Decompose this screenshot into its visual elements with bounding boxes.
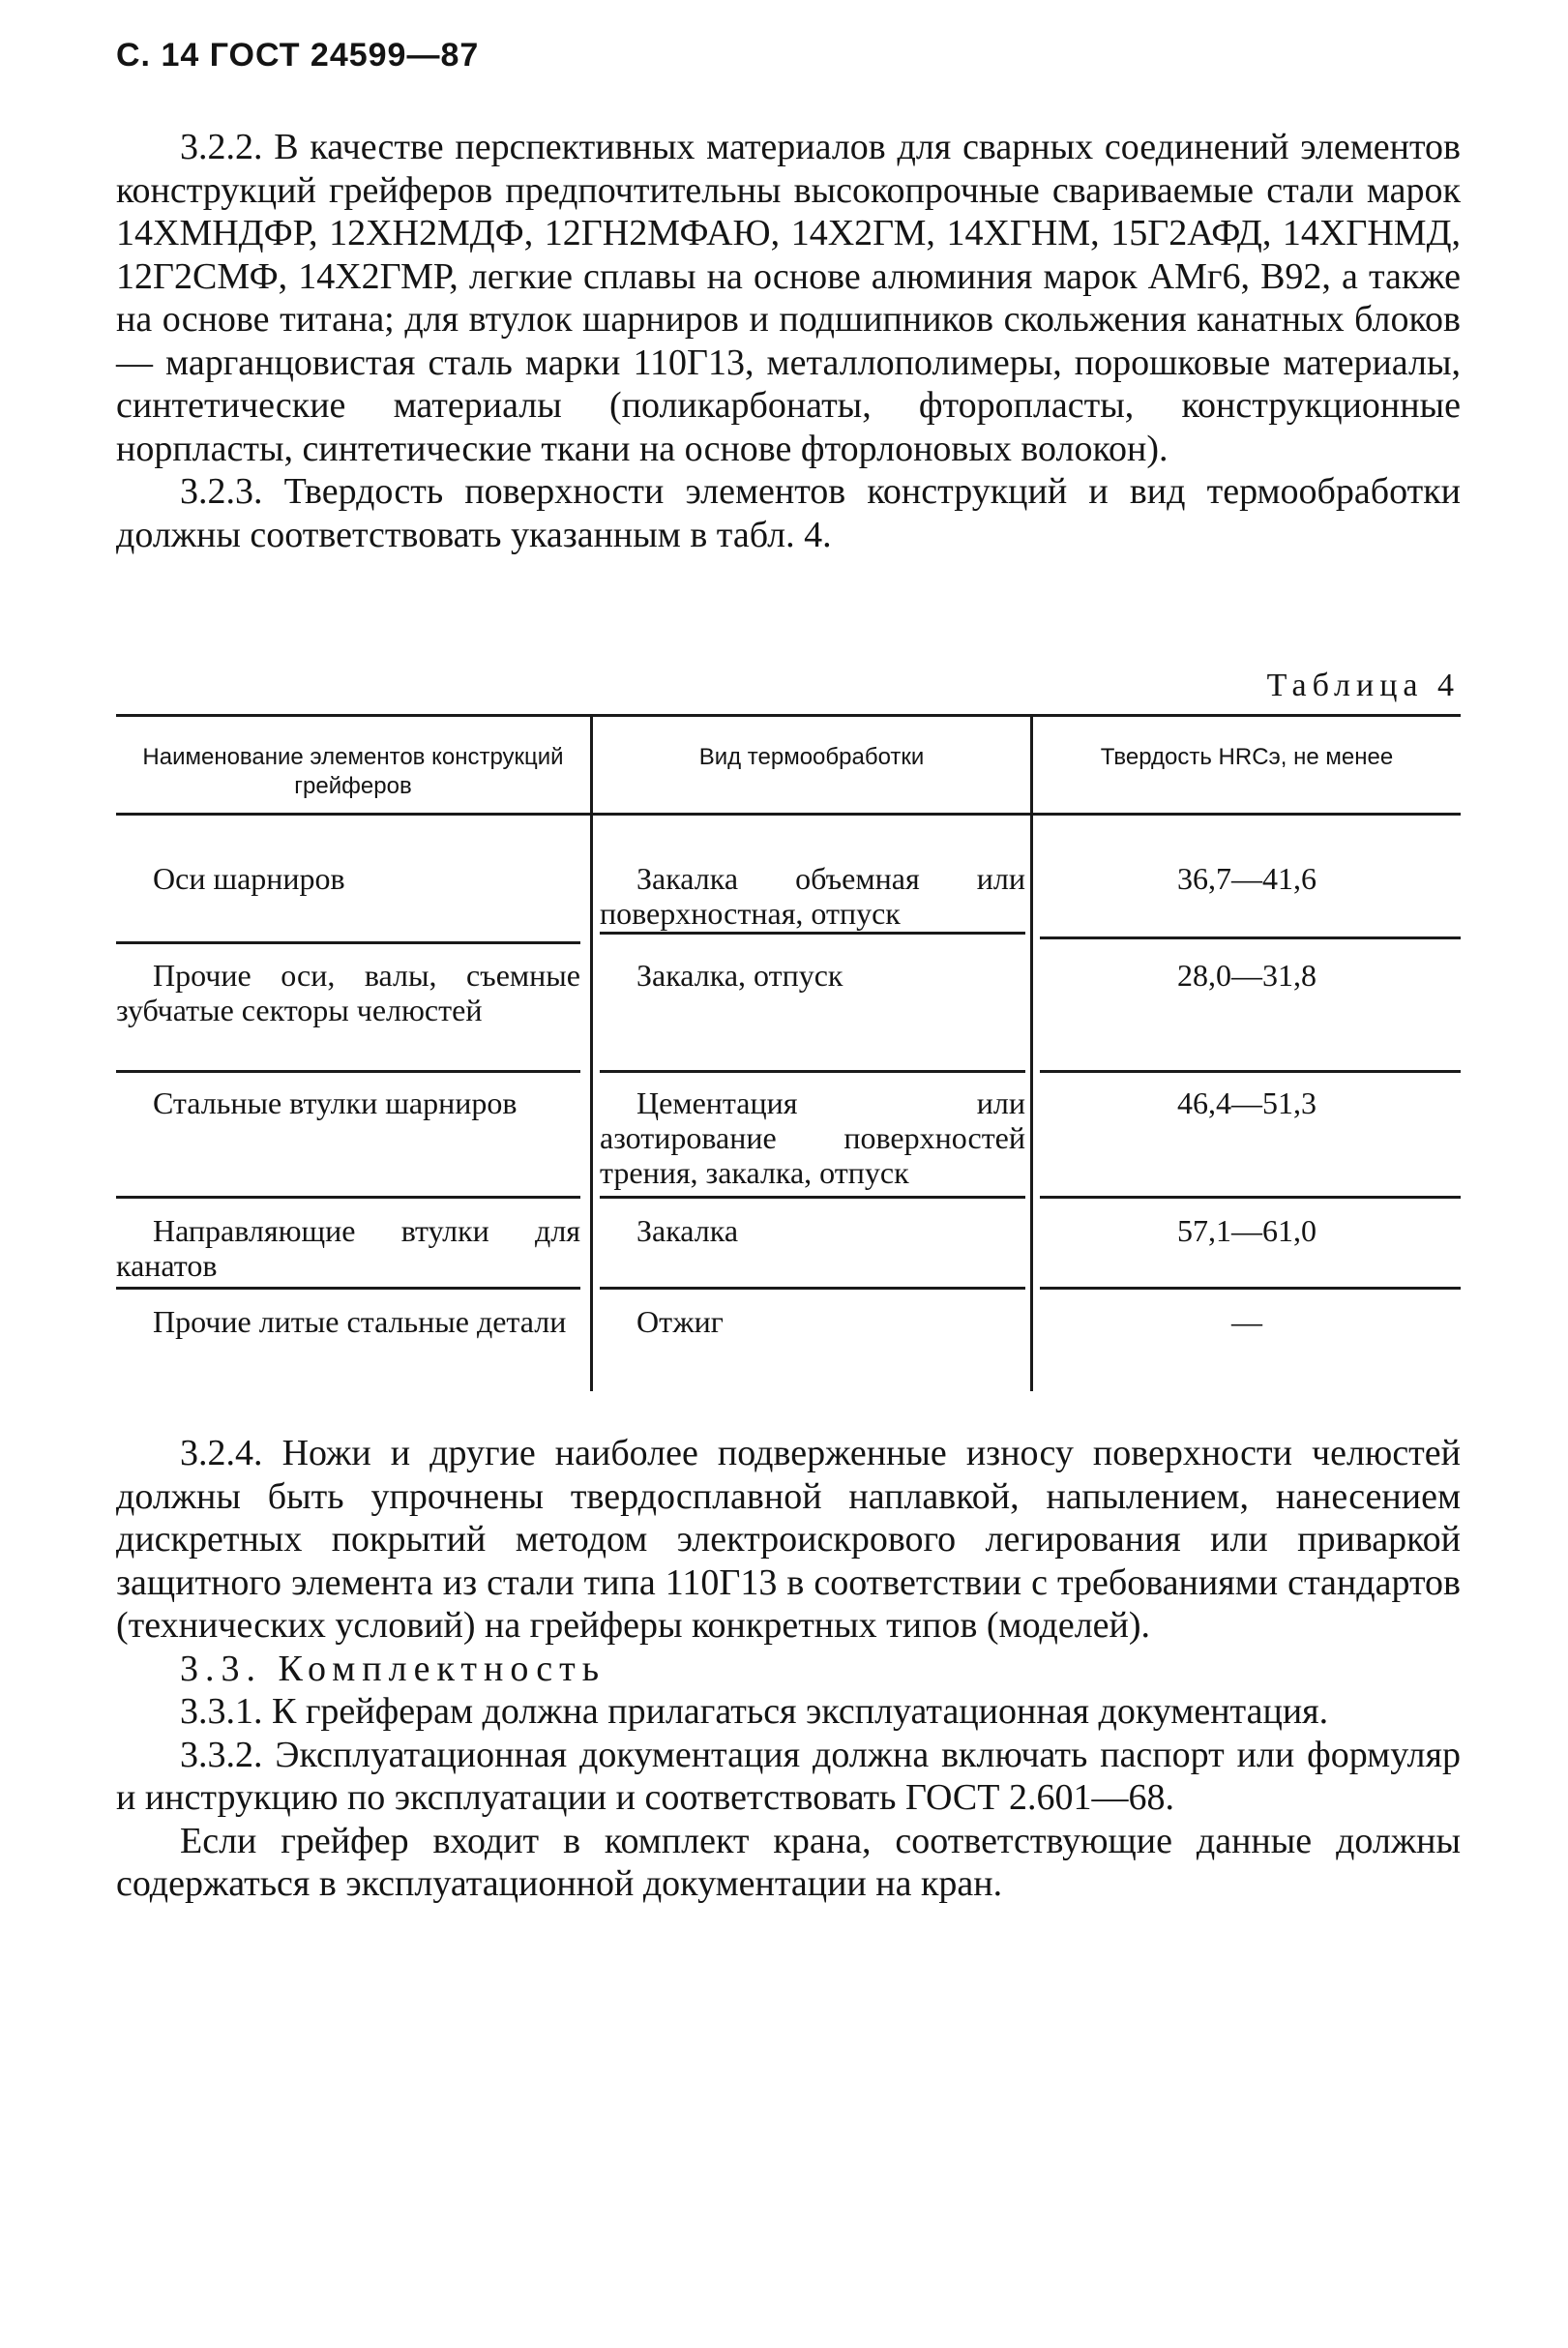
table-cell-name: Прочие оси, валы, съемные зубчатые секторы челюстей [116,958,580,1027]
table-cell-treatment: Закалка [636,1213,739,1248]
table-cell-hardness: 28,0—31,8 [1177,958,1317,993]
table-cell-treatment: Закалка объемная или поверхностная, отпуск [600,861,1025,931]
page-header: С. 14 ГОСТ 24599—87 [116,37,480,74]
section-heading-3-3: 3.3. Комплектность [180,1648,606,1689]
row-divider [116,1287,580,1290]
table-cell-treatment: Закалка, отпуск [636,958,843,993]
row-divider [600,1196,1025,1199]
row-divider [1040,1070,1461,1073]
row-divider [1040,936,1461,939]
header-hardness: Твердость HRCэ, не менее [1100,744,1394,770]
row-divider [116,1196,580,1199]
paragraph-3-3-2: 3.3.2. Эксплуатационная документация должна включать паспорт или формуляр и инструкцию по эксплуатации и соответствовать ГОСТ 2.601—68. [116,1734,1461,1818]
column-divider [590,714,593,1391]
header-treatment: Вид термообработки [698,744,925,770]
section-3-2-2-3 [116,126,1461,556]
table-cell-treatment: Цементация или азотирование поверхностей трения, закалка, отпуск [600,1085,1025,1190]
paragraph-3-3-1: 3.3.1. К грейферам должна прилагаться эксплуатационная документация. [180,1691,1329,1732]
paragraph-3-2-2: 3.2.2. В качестве перспективных материалов для сварных соединений элементов конструкций грейферов предпочтительны высокопрочные свариваемые стали марок 14ХМНДФР, 12ХН2МДФ, 12ГН2МФАЮ, 14Х2ГМ, 14ХГНМ, 15Г2АФД, 14ХГНМД, 12Г2СМФ, 14Х2ГМР, легкие сплавы на основе алюминия марок АМг6, В92, а также на основе титана; для втулок шарниров и подшипников скольжения канатных блоков — марганцовистая сталь марки 110Г13, металлополимеры, порошковые материалы, синтетические материалы (поликарбонаты, фторопласты, конструкционные норпласты, синтетические ткани на основе фторлоновых волокон). [116,127,1461,469]
table-cell-name: Стальные втулки шарниров [153,1085,518,1120]
table-top-rule [116,714,1461,717]
table-cell-name: Прочие литые стальные детали [153,1304,567,1339]
row-divider [600,1287,1025,1290]
table-caption: Таблица 4 [1266,668,1460,703]
table-4 [116,714,1461,1391]
header-element-name: Наименование элементов конструкций грейферов [142,744,564,799]
row-divider [1040,1287,1461,1290]
column-divider [1030,714,1033,1391]
table-cell-hardness: 57,1—61,0 [1177,1213,1317,1248]
row-divider [116,1070,580,1073]
table-cell-treatment: Отжиг [636,1304,724,1339]
row-divider [600,932,1025,935]
table-cell-name: Направляющие втулки для канатов [116,1213,580,1283]
table-cell-hardness: 46,4—51,3 [1177,1085,1317,1120]
header-rule [116,813,1461,816]
section-3-2-4-to-3-3-2 [116,1432,1461,1906]
row-divider [116,941,580,944]
paragraph-3-2-4: 3.2.4. Ножи и другие наиболее подверженные износу поверхности челюстей должны быть упрочнены твердосплавной наплавкой, напылением, нанесением дискретных покрытий методом электроискрового легирования или приваркой защитного элемента из стали типа 110Г13 в соответствии с требованиями стандартов (технических условий) на грейферы конкретных типов (моделей). [116,1433,1461,1646]
paragraph-3-2-3: 3.2.3. Твердость поверхности элементов конструкций и вид термообработки должны соответствовать указанным в табл. 4. [116,471,1461,555]
row-divider [1040,1196,1461,1199]
table-cell-hardness: — [1231,1304,1262,1339]
table-cell-name: Оси шарниров [153,861,345,896]
row-divider [600,1070,1025,1073]
paragraph-3-3-2-note: Если грейфер входит в комплект крана, соответствующие данные должны содержаться в эксплуатационной документации на кран. [116,1820,1461,1904]
table-cell-hardness: 36,7—41,6 [1177,861,1317,896]
